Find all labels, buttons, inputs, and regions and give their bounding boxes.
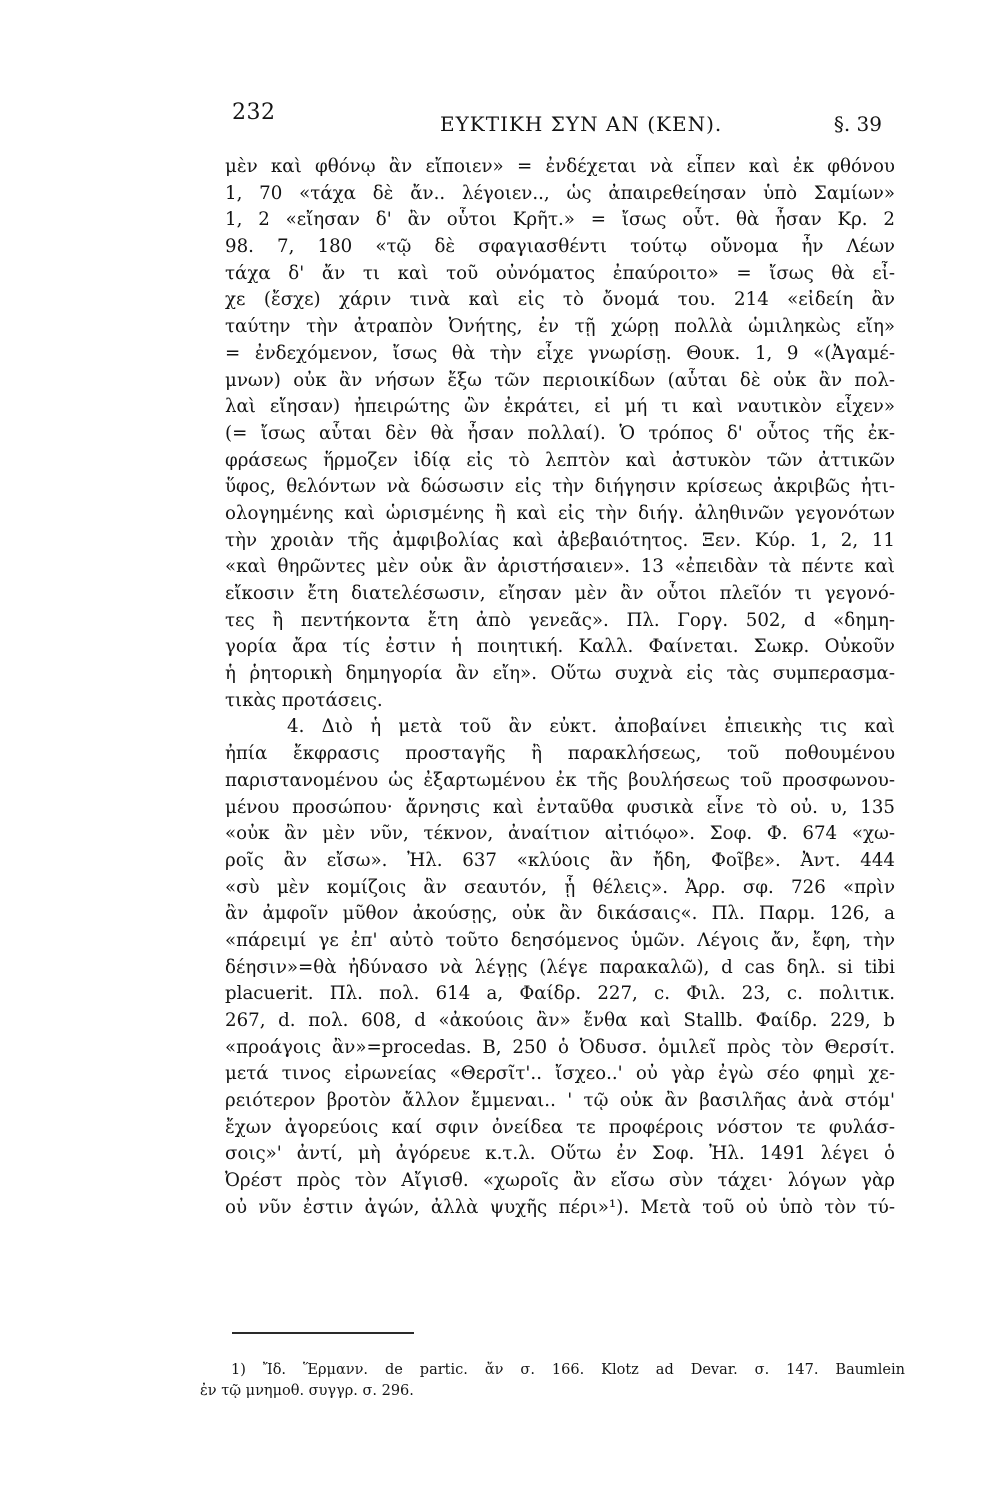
text-line: ἡ ῥητορικὴ δημηγορία ἂν εἴη». Οὕτω συχνὰ εἰς τὰς συμπερασμα- xyxy=(225,663,895,685)
text-line: ἠπία ἔκφρασις προσταγῆς ἢ παρακλήσεως, τοῦ ποθουμένου xyxy=(225,743,895,765)
text-line: εἴκοσιν ἔτη διατελέσωσιν, εἴησαν μὲν ἂν οὗτοι πλεῖόν τι γεγονό- xyxy=(225,583,895,604)
text-line: παριστανομένου ὡς ἐξαρτωμένου ἐκ τῆς βουλήσεως τοῦ προσφωνου- xyxy=(225,769,895,791)
footnote-line: ἐν τῷ μνημοθ. συγγρ. σ. 296. xyxy=(200,1383,414,1399)
text-line: 267, d. πολ. 608, d «ἀκούοις ἂν» ἔνθα καὶ Stallb. Φαίδρ. 229, b xyxy=(225,1010,895,1031)
footnote-line: 1) Ἴδ. Ἕρμανν. de partic. ἄν σ. 166. Klotz ad Devar. σ. 147. Baumlein xyxy=(231,1362,905,1378)
text-line: ἂν ἀμφοῖν μῦθον ἀκούσῃς, οὐκ ἂν δικάσαις«. Πλ. Παρμ. 126, a xyxy=(225,903,895,925)
text-line: (= ἴσως αὗται δὲν θὰ ἦσαν πολλαί). Ὁ τρόπος δ' οὗτος τῆς ἐκ- xyxy=(225,422,895,444)
page-header xyxy=(232,100,882,140)
text-line: 1, 70 «τάχα δὲ ἄν.. λέγοιεν.., ὡς ἀπαιρεθείησαν ὑπὸ Σαμίων» xyxy=(225,182,895,204)
text-line: «οὐκ ἂν μὲν νῦν, τέκνον, ἀναίτιον αἰτιόῳο». Σοφ. Φ. 674 «χω- xyxy=(225,823,895,845)
text-line: 1, 2 «εἴησαν δ' ἂν οὗτοι Κρῆτ.» = ἴσως οὗτ. θὰ ἦσαν Κρ. 2 xyxy=(225,209,895,231)
text-line: τες ἢ πεντήκοντα ἔτη ἀπὸ γενεᾶς». Πλ. Γοργ. 502, d «δημη- xyxy=(225,609,895,631)
text-line: «σὺ μὲν κομίζοις ἂν σεαυτόν, ᾗ θέλεις». Ἀρρ. σφ. 726 «πρὶν xyxy=(225,876,895,898)
text-line: ροῖς ἂν εἴσω». Ἠλ. 637 «κλύοις ἂν ἤδη, Φοῖβε». Ἀντ. 444 xyxy=(225,849,895,871)
text-line: = ἐνδεχόμενον, ἴσως θὰ τὴν εἶχε γνωρίσῃ. Θουκ. 1, 9 «(Ἀγαμέ- xyxy=(225,342,895,364)
text-line: φράσεως ἥρμοζεν ἰδίᾳ εἰς τὸ λεπτὸν καὶ ἀστυκὸν τῶν ἀττικῶν xyxy=(225,449,895,471)
text-line: μένου προσώπου· ἄρνησις καὶ ἐνταῦθα φυσικὰ εἶνε τὸ οὐ. υ, 135 xyxy=(225,796,895,818)
text-line: μνων) οὐκ ἂν νήσων ἔξω τῶν περιοικίδων (αὗται δὲ οὐκ ἂν πολ- xyxy=(225,369,895,391)
text-line: σοις»' ἀντί, μὴ ἀγόρευε κ.τ.λ. Οὕτω ἐν Σοφ. Ἠλ. 1491 λέγει ὁ xyxy=(225,1143,895,1165)
text-line: ὕφος, θελόντων νὰ δώσωσιν εἰς τὴν διήγησιν κρίσεως ἀκριβῶς ἠτι- xyxy=(225,476,895,498)
text-line: «προάγοις ἂν»=procedas. B, 250 ὁ Ὀδυσσ. ὁμιλεῖ πρὸς τὸν Θερσίτ. xyxy=(225,1036,895,1058)
text-line: ρειότερον βροτὸν ἄλλον ἔμμεναι.. ' τῷ οὐκ ἂν βασιλῆας ἀνὰ στόμ' xyxy=(225,1090,895,1112)
text-line: placuerit. Πλ. πολ. 614 a, Φαίδρ. 227, c. Φιλ. 23, c. πολιτικ. xyxy=(225,983,895,1005)
text-line: τὴν χροιὰν τῆς ἀμφιβολίας καὶ ἀβεβαιότητος. Ξεν. Κύρ. 1, 2, 11 xyxy=(225,529,895,551)
footnote-separator xyxy=(232,1332,414,1334)
text-line: 98. 7, 180 «τῷ δὲ σφαγιασθέντι τούτῳ οὔνομα ἦν Λέων xyxy=(225,236,895,258)
text-line: γορία ἄρα τίς ἐστιν ἡ ποιητική. Καλλ. Φαίνεται. Σωκρ. Οὐκοῦν xyxy=(225,636,895,658)
page-number: 232 xyxy=(232,100,276,125)
text-line: τικὰς προτάσεις. xyxy=(225,689,383,711)
text-line: 4. Διὸ ἡ μετὰ τοῦ ἂν εὐκτ. ἀποβαίνει ἐπιεικὴς τις καὶ xyxy=(287,716,895,738)
text-line: τάχα δ' ἄν τι καὶ τοῦ οὐνόματος ἐπαύροιτο» = ἴσως θὰ εἶ- xyxy=(225,262,895,284)
text-line: «πάρειμί γε ἐπ' αὐτὸ τοῦτο δεησόμενος ὑμῶν. Λέγοις ἄν, ἔφη, τὴν xyxy=(225,929,895,951)
text-line: μετά τινος εἰρωνείας «Θερσῖτ'.. ἴσχεο..' οὐ γὰρ ἐγὼ σέο φημὶ χε- xyxy=(225,1063,895,1085)
text-line: μὲν καὶ φθόνῳ ἂν εἴποιεν» = ἐνδέχεται νὰ εἶπεν καὶ ἐκ φθόνου xyxy=(225,156,895,177)
text-line: «καὶ θηρῶντες μὲν οὐκ ἂν ἀριστήσαιεν». 13 «ἐπειδὰν τὰ πέντε καὶ xyxy=(225,556,895,578)
text-line: ολογημένης καὶ ὡρισμένης ἢ καὶ εἰς τὴν διήγ. ἀληθινῶν γεγονότων xyxy=(225,502,895,524)
section-number: §. 39 xyxy=(833,112,882,136)
text-line: ταύτην τὴν ἀτραπὸν Ὀνήτης, ἐν τῇ χώρῃ πολλὰ ὡμιληκὼς εἴη» xyxy=(225,316,895,338)
text-line: ἔχων ἀγορεύοις καί σφιν ὀνείδεα τε προφέροις νόστον τε φυλάσ- xyxy=(225,1116,895,1138)
body-text xyxy=(225,154,895,1222)
text-line: λαὶ εἴησαν) ἠπειρώτης ὢν ἐκράτει, εἰ μή τι καὶ ναυτικὸν εἶχεν» xyxy=(225,396,895,418)
text-line: δέησιν»=θὰ ἠδύνασο νὰ λέγῃς (λέγε παρακαλῶ), d cas δηλ. si tibi xyxy=(225,956,895,978)
text-line: Ὀρέστ πρὸς τὸν Αἴγισθ. «χωροῖς ἂν εἴσω σὺν τάχει· λόγων γὰρ xyxy=(225,1170,895,1192)
text-line: χε (ἔσχε) χάριν τινὰ καὶ εἰς τὸ ὄνομά του. 214 «εἰδείη ἂν xyxy=(225,289,895,311)
text-line: οὐ νῦν ἐστιν ἀγών, ἀλλὰ ψυχῆς πέρι»¹). Μετὰ τοῦ οὐ ὑπὸ τὸν τύ- xyxy=(225,1196,895,1218)
footnotes xyxy=(200,1360,905,1402)
running-title: ΕΥΚΤΙΚΗ ΣΥΝ ΑΝ (ΚΕΝ). xyxy=(440,112,723,136)
